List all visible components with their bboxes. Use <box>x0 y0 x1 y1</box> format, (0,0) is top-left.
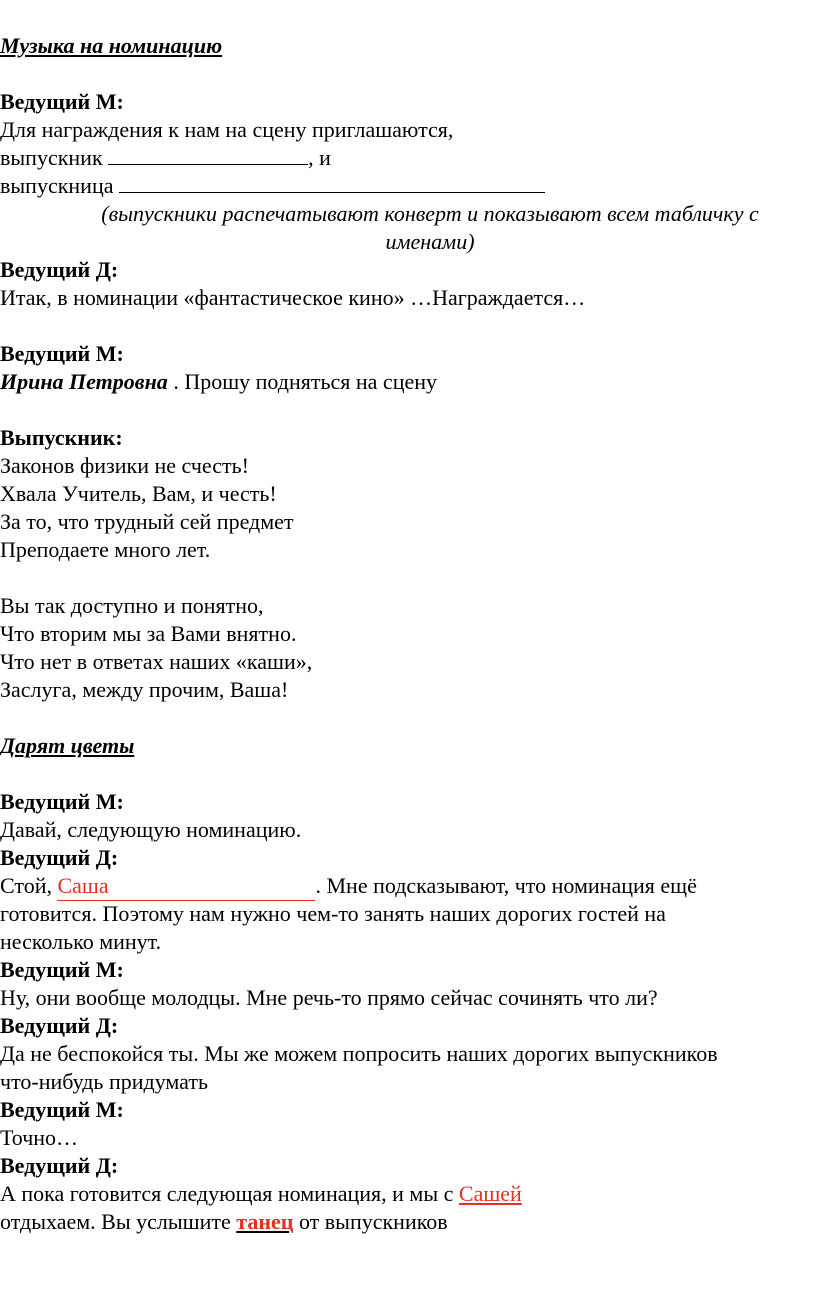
text-fragment: Стой, <box>0 873 58 898</box>
poem-line: Вы так доступно и понятно, <box>0 593 264 618</box>
highlighted-word: танец <box>236 1209 294 1234</box>
text-line: Точно… <box>0 1125 79 1150</box>
speaker-label: Ведущий Д: <box>0 845 119 870</box>
poem-line: Что вторим мы за Вами внятно. <box>0 621 297 646</box>
text-fragment: от выпускников <box>293 1209 448 1234</box>
text-fragment: выпускник <box>0 145 109 170</box>
text-line: готовится. Поэтому нам нужно чем-то занять наших дорогих гостей на <box>0 901 666 926</box>
blank-line <box>119 172 545 193</box>
speaker-label: Выпускник: <box>0 425 123 450</box>
text-line: Да не беспокойся ты. Мы же можем попросить наших дорогих выпускников <box>0 1041 718 1066</box>
text-fragment: выпускница <box>0 173 119 198</box>
poem-line: Что нет в ответах наших «каши», <box>0 649 313 674</box>
speaker-label: Ведущий М: <box>0 1097 124 1122</box>
text-line <box>0 872 697 900</box>
stage-note-text: (выпускники распечатывают конверт и показывают всем табличку с именами) <box>101 201 759 254</box>
text-line <box>0 368 437 396</box>
text-line <box>0 144 331 172</box>
heading-flowers: Дарят цветы <box>0 733 135 758</box>
text-line: Ну, они вообще молодцы. Мне речь-то прямо сейчас сочинять что ли? <box>0 985 658 1010</box>
speaker-label: Ведущий М: <box>0 789 124 814</box>
text-fragment: А пока готовится следующая номинация, и мы с <box>0 1181 459 1206</box>
text-line: Для награждения к нам на сцену приглашаются, <box>0 117 454 142</box>
text-line <box>0 1208 448 1236</box>
poem-line: Законов физики не счесть! <box>0 453 249 478</box>
text-line: что-нибудь придумать <box>0 1069 209 1094</box>
speaker-label: Ведущий Д: <box>0 1153 119 1178</box>
speaker-label: Ведущий Д: <box>0 1013 119 1038</box>
speaker-label: Ведущий М: <box>0 341 124 366</box>
text-line: несколько минут. <box>0 929 162 954</box>
text-line <box>0 1180 522 1208</box>
text-fragment: отдыхаем. Вы услышите <box>0 1209 237 1234</box>
text-fragment: . Прошу подняться на сцену <box>167 369 438 394</box>
speaker-label: Ведущий Д: <box>0 257 119 282</box>
highlighted-name: Саша <box>57 873 109 898</box>
poem-line: За то, что трудный сей предмет <box>0 509 294 534</box>
speaker-label: Ведущий М: <box>0 957 124 982</box>
text-line: Давай, следующую номинацию. <box>0 817 302 842</box>
highlighted-name: Сашей <box>458 1181 522 1206</box>
text-line <box>0 172 545 200</box>
speaker-label: Ведущий М: <box>0 89 124 114</box>
stage-note <box>0 200 816 256</box>
name-blank <box>57 872 315 901</box>
poem-line: Преподаете много лет. <box>0 537 211 562</box>
poem-line: Хвала Учитель, Вам, и честь! <box>0 481 277 506</box>
text-line: Итак, в номинации «фантастическое кино» …Награждается… <box>0 285 586 310</box>
person-name: Ирина Петровна <box>0 369 168 394</box>
text-fragment: . Мне подсказывают, что номинация ещё <box>315 873 697 898</box>
text-fragment: , и <box>308 145 331 170</box>
poem-line: Заслуга, между прочим, Ваша! <box>0 677 289 702</box>
heading-music: Музыка на номинацию <box>0 33 223 58</box>
blank-line <box>108 144 308 165</box>
